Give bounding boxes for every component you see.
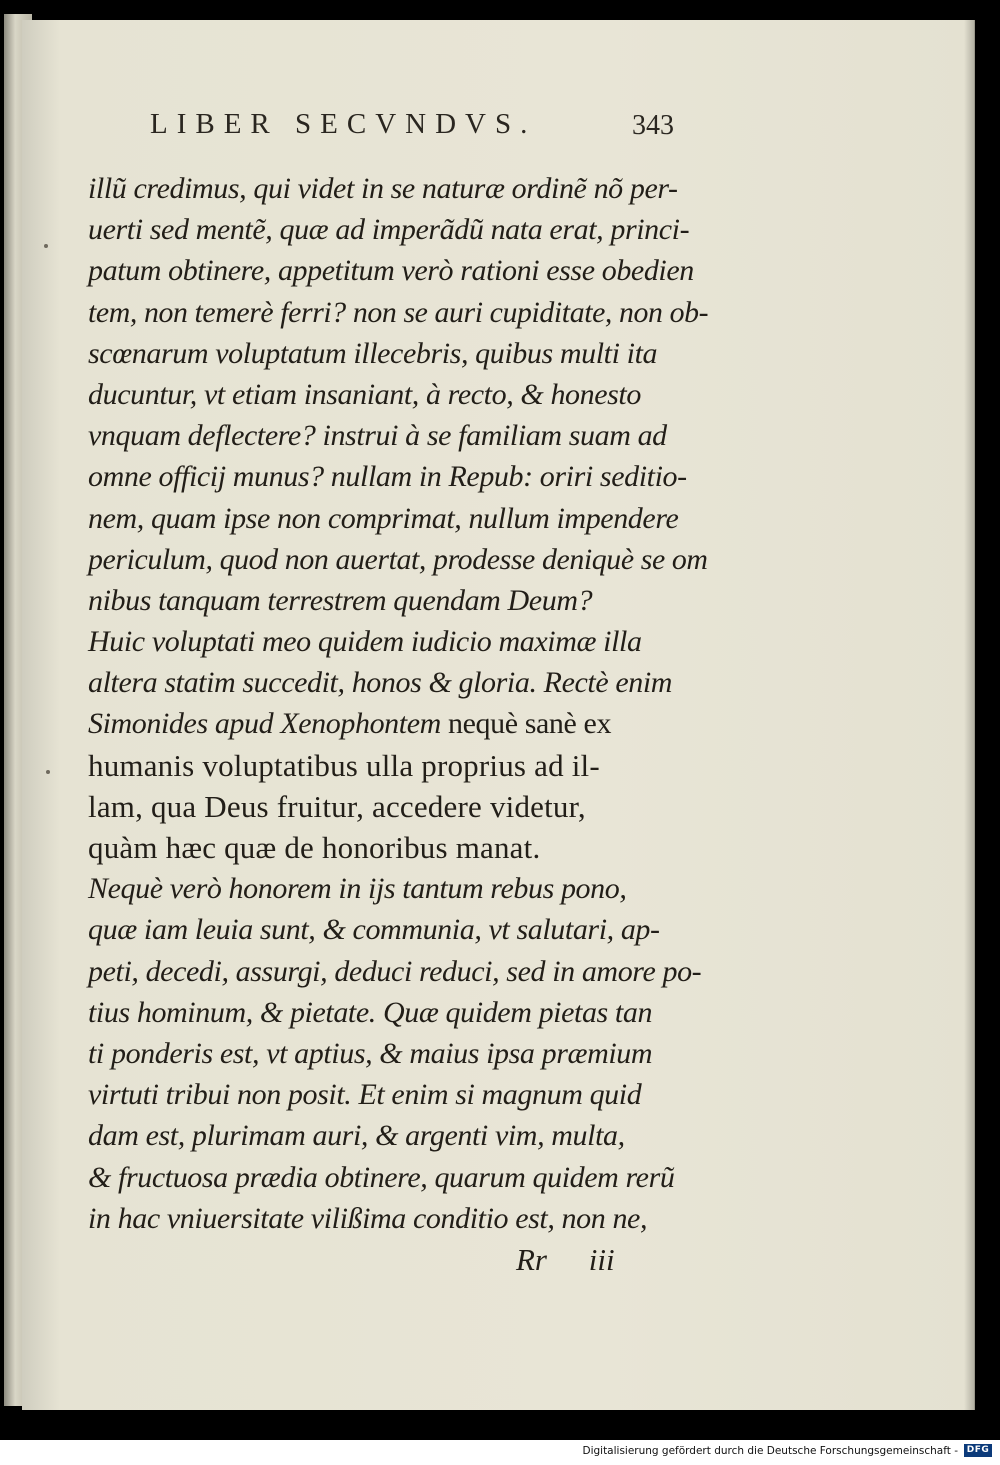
text-line-content: scœnarum voluptatum illecebris, quibus multi ita bbox=[88, 336, 658, 370]
text-line-content: nibus tanquam terrestrem quendam Deum? bbox=[88, 583, 593, 617]
text-line bbox=[88, 1033, 708, 1074]
text-line-content: Simonides apud Xenophontem bbox=[88, 707, 441, 741]
text-line-content: tius hominum, & pietate. Quæ quidem pietas tan bbox=[88, 995, 653, 1029]
signature-mark: Rr iii bbox=[516, 1242, 615, 1277]
text-line bbox=[88, 868, 708, 909]
text-line-content: lam, qua Deus fruitur, accedere videtur, bbox=[88, 788, 586, 824]
text-line-content: virtuti tribui non posit. Et enim si magnum quid bbox=[88, 1078, 642, 1112]
text-line bbox=[88, 786, 708, 827]
text-line bbox=[88, 580, 708, 621]
text-line bbox=[88, 1198, 708, 1239]
text-line-roman-tail: nequè sanè ex bbox=[440, 707, 612, 741]
text-line bbox=[88, 1074, 708, 1115]
text-line-content: nem, quam ipse non comprimat, nullum impendere bbox=[88, 501, 679, 535]
running-title: LIBER SECVNDVS. bbox=[150, 108, 537, 140]
text-line-content: Nequè verò honorem in ijs tantum rebus pono, bbox=[88, 872, 627, 906]
text-line-content: patum obtinere, appetitum verò rationi esse obedien bbox=[88, 254, 694, 288]
text-line bbox=[88, 292, 709, 333]
dfg-logo: DFG bbox=[964, 1444, 992, 1457]
text-line-content: tem, non temerè ferri? non se auri cupiditate, non ob- bbox=[88, 295, 709, 329]
text-line bbox=[88, 415, 708, 456]
text-line bbox=[88, 1157, 708, 1198]
text-line bbox=[88, 1115, 708, 1156]
text-line bbox=[88, 745, 708, 786]
margin-speck bbox=[46, 770, 50, 774]
text-line-content: omne officij munus? nullam in Repub: oriri seditio- bbox=[88, 460, 687, 494]
text-line bbox=[88, 456, 708, 497]
text-line bbox=[88, 662, 708, 703]
text-line-content: ti ponderis est, vt aptius, & maius ipsa præmium bbox=[88, 1036, 653, 1070]
text-line-content: quàm hæc quæ de honoribus manat. bbox=[88, 830, 541, 865]
text-line-content: vnquam deflectere? instrui à se familiam suam ad bbox=[88, 419, 667, 453]
text-line bbox=[88, 333, 708, 374]
text-line-content: peti, decedi, assurgi, deduci reduci, sed in amore po- bbox=[88, 954, 702, 988]
text-line bbox=[88, 909, 708, 950]
text-line-content: ducuntur, vt etiam insaniant, à recto, & honesto bbox=[88, 377, 641, 411]
digitization-credit: Digitalisierung gefördert durch die Deutsche Forschungsgemeinschaft - bbox=[582, 1445, 958, 1457]
text-line bbox=[88, 703, 708, 744]
body-text bbox=[88, 168, 708, 1239]
text-line bbox=[88, 209, 708, 250]
text-line-content: altera statim succedit, honos & gloria. Rectè enim bbox=[88, 666, 673, 700]
text-line-content: humanis voluptatibus ulla proprius ad il- bbox=[88, 747, 600, 783]
page-gutter-shadow bbox=[964, 20, 974, 1410]
text-line-content: dam est, plurimam auri, & argenti vim, multa, bbox=[88, 1119, 625, 1153]
text-line-content: quæ iam leuia sunt, & communia, vt salutari, ap- bbox=[88, 913, 660, 947]
text-line-content: & fructuosa prædia obtinere, quarum quidem rerũ bbox=[88, 1160, 675, 1194]
text-line-content: Huic voluptati meo quidem iudicio maximæ illa bbox=[88, 625, 642, 659]
margin-speck bbox=[44, 244, 48, 248]
text-line bbox=[88, 374, 708, 415]
text-line bbox=[88, 827, 708, 868]
text-line bbox=[88, 168, 708, 209]
text-line-content: in hac vniuersitate vilißima conditio est, non ne, bbox=[88, 1201, 648, 1235]
text-line bbox=[88, 951, 708, 992]
text-line bbox=[88, 992, 708, 1033]
page-number: 343 bbox=[632, 110, 674, 141]
text-line bbox=[88, 621, 708, 662]
text-line-content: illũ credimus, qui videt in se naturæ ordinẽ nõ per- bbox=[88, 172, 678, 205]
text-line-content: periculum, quod non auertat, prodesse deniquè se om bbox=[88, 542, 708, 576]
text-line bbox=[88, 539, 708, 580]
text-line bbox=[88, 498, 708, 539]
text-line-content: uerti sed mentẽ, quæ ad imperãdũ nata erat, princi- bbox=[88, 213, 690, 247]
text-line bbox=[88, 250, 708, 291]
